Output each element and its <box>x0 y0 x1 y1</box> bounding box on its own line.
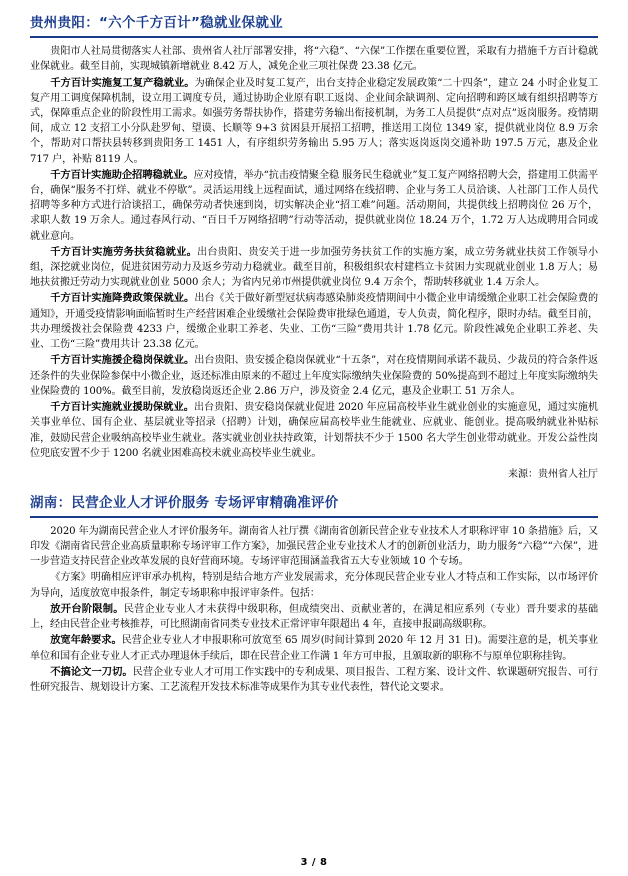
paragraph <box>30 245 598 291</box>
paragraph-text: 出台贵阳、贵安稳岗保就业促进 2020 年应届高校毕业生就业创业的实施意见，通过实施机关事业单位、国有企业、基层就业等招录（招聘）计划，确保应届高校毕业生能就业、应就业、能创业。提高吸纳就业补贴标准，鼓励民营企业吸纳高校毕业生就业。落实就业创业扶持政策，计划帮扶不少于 1500 名大学生创业带动就业。开发公益性岗位兜底安置不少于 1200 名就业困难高校未就业高校毕业生就业。 <box>30 401 598 459</box>
paragraph <box>30 44 598 74</box>
paragraph <box>30 524 598 569</box>
paragraph-text: 出台贵阳、贵安援企稳岗保就业“十五条”，对在疫情期间承诺不裁员、少裁员的符合条件返还条件的失业保险参保中小微企业，返还标准由原来的不超过上年度实际缴纳失业保险费的 50%提高到不超过上年度实际缴纳失业保险费的 100%。截至目前，发放稳岗返还企业 2.86 万户，涉及资金 2.4 亿元，惠及企业职工 51 万余人。 <box>30 355 599 397</box>
paragraph-text: 民营企业专业人才申报职称可放宽至 65 周岁(时间计算到 2020 年 12 月 31 日)。需要注意的是，机关事业单位和国有企业专业人才正式办理退休手续后，即在民营企业工作满 1 年方可申报，且颁取新的职称不与原单位职称挂钩。 <box>30 635 598 662</box>
paragraph-text: 应对疫情，举办“抗击疫情聚全稳 服务民生稳就业”复工复产网络招聘大会，搭建用工供需平台，确保“服务不打烊、就业不停歇”。灵活运用线上远程面试，通过网络在线招聘、企业与务工人员洽谈、人社部门工作人员代招聘等多种方式进行洽谈招工，确保劳动者快速到岗，切实解决企业“招工难”问题。活动期间，共提供线上招聘岗位 26 万个，求职人数 19 万余人。通过春风行动、“百日千万网络招聘”行动等活动，提供就业岗位 18.24 万个，1.72 万人达成聘用合同或就业意向。 <box>30 169 598 242</box>
paragraph-lead: 千方百计实施就业援助保就业。 <box>50 400 194 413</box>
paragraph-text: 民营企业专业人才未获得中级职称，但成绩突出、贡献业著的，在满足相应系列（专业）晋升要求的基础上，经由民营企业考核推荐，可比照湖南省同类专业技术正常评审年限超出 4 年，直接申报副高级职称。 <box>30 603 598 631</box>
paragraph-lead: 放开台阶限制。 <box>50 602 124 615</box>
paragraph-lead: 不搞论文一刀切。 <box>50 665 133 678</box>
paragraph <box>30 291 598 352</box>
paragraph-lead: 千方百计实施援企稳岗保就业。 <box>50 354 195 367</box>
section-title-guizhou: 贵州贵阳：“六个千方百计”稳就业保就业 <box>30 14 598 38</box>
paragraph-lead: 放宽年龄要求。 <box>50 634 122 647</box>
section-title-hunan: 湖南：民营企业人才评价服务 专场评审精确准评价 <box>30 494 598 518</box>
paragraph-lead: 千方百计实施降费政策保就业。 <box>50 292 195 305</box>
paragraph <box>30 76 598 167</box>
paragraph-text: 出台贵阳、贵安关于进一步加强劳务扶贫工作的实施方案，成立劳务就业扶贫工作领导小组，深挖就业岗位，促进贫困劳动力及返乡劳动力稳就业。截至目前，积极组织农村建档立卡贫困力实现就业创业 1.8 万人；易地扶贫搬迁劳动力实现就业创业 5000 余人；为省内兄弟市州提供就业岗位 9.4 万余个，帮助转移就业 1.4 万余人。 <box>30 246 598 289</box>
paragraph-lead: 千方百计实施劳务扶贫稳就业。 <box>50 245 198 258</box>
paragraph-text: 出台《关于做好新型冠状病毒感染肺炎疫情期间中小微企业申请缓缴企业职工社会保险费的通知》，开通受疫情影响面临暂时生产经营困难企业缓缴社会保险费审批绿色通道，专人负责，简化程序，限时办结。截至目前，共办理缓拨社会保险费 4233 户，缓缴企业职工养老、失业、工伤“三险”费用共计 1.78 亿元。阶段性减免企业职工养老、失业、工伤“三险”费用共计 23.38 亿元。 <box>30 293 598 351</box>
paragraph-text: 2020 年为湖南民营企业人才评价服务年。湖南省人社厅撰《湖南省创新民营企业专业技术人才职称评审 10 条措施》后，又印发《湖南省民营企业高质量职称专场评审工作方案》，加强民营企业专业技术人才的创新创业活力，助力服务“六稳”“六保”，进一步营造支持民营企业改革发展的良好营商环境。专场评审范围涵盖我省五大专业领域 10 个专场。 <box>30 526 598 568</box>
paragraph <box>30 168 598 244</box>
section-source: 来源：贵州省人社厅 <box>508 468 598 480</box>
page-number: 3 / 8 <box>300 857 328 868</box>
paragraph-text: 《方案》明确相应评审承办机构，特别是结合地方产业发展需求，充分体现民营企业专业人才特点和工作实际，以市场评价为导向，适度放宽申报条件，制定专场职称申报评审条件。包括： <box>30 572 598 599</box>
paragraph <box>30 570 598 600</box>
paragraph <box>30 633 598 664</box>
paragraph <box>30 665 598 696</box>
paragraph <box>30 602 598 633</box>
paragraph-text: 为确保企业及时复工复产，出台支持企业稳定发展政策“二十四条”，建立 24 小时企业复工复产用工调度保障机制，设立用工调度专员，通过协助企业原有职工返岗、企业间余缺调剂、定向招聘和跨区域有组织招聘等方式，保障重点企业的阶段性用工需求。如强劳务帮扶协作，搭建劳务输出衔接机制，为务工人员提供“点对点”返岗服务。疫情期间，成立 12 支招工小分队赴罗甸、望谟、长顺等 9+3 贫困县开展招工招聘，推送用工岗位 1349 家，提供就业岗位 8.9 万余个，帮助对口帮扶县转移到贵阳务工 1451 人，有序组织劳务输出 5.95 万人；落实返岗返岗交通补助 197.5 万元，惠及企业 717 户，补贴 8119 人。 <box>30 77 598 165</box>
paragraph <box>30 353 598 399</box>
paragraph-lead: 千方百计实施助企招聘稳就业。 <box>50 168 194 181</box>
paragraph <box>30 400 598 461</box>
paragraph-text: 民营企业专业人才可用工作实践中的专利成果、项目报告、工程方案、设计文件、软课题研究报告、可行性研究报告、规划设计方案、工艺流程开发技术标准等成果作为其专业代表性，替代论文要求。 <box>30 666 598 694</box>
paragraph-lead: 千方百计实施复工复产稳就业。 <box>50 76 195 89</box>
paragraph-text: 贵阳市人社局贯彻落实人社部、贵州省人社厅部署安排，将“六稳”、“六保”工作摆在重要位置，采取有力措施千方百计稳就业保就业。截至目前，实现城镇新增就业 8.42 万人，减免企业三项社保费 23.38 亿元。 <box>30 46 598 73</box>
